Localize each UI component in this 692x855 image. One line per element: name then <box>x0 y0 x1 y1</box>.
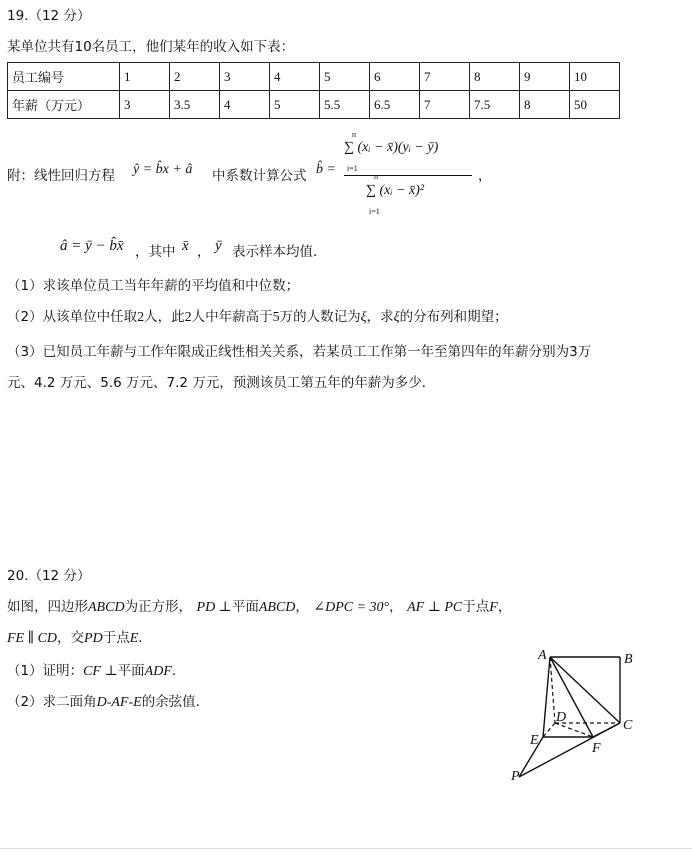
q20-text: 的余弦值． <box>141 694 210 710</box>
q19-intro: 某单位共有10名员工，他们某年的收入如下表： <box>7 39 295 55</box>
math: AF ⊥ PC <box>407 600 463 615</box>
math: E <box>129 631 139 646</box>
math: ADF <box>144 664 172 679</box>
fraction-bar <box>344 175 472 176</box>
q19-part3-line1: （3）已知员工年薪与工作年限成正线性相关关系，若某员工工作第一年至第四年的年薪分别为3万 <box>7 344 592 360</box>
q19-number: 19.（12 分） <box>7 8 91 24</box>
salary-cell: 3.5 <box>170 91 220 119</box>
salary-cell: 5 <box>270 91 320 119</box>
sum-upper-limit: n <box>374 172 378 181</box>
math: PD <box>84 631 103 646</box>
q20-line1 <box>7 595 511 616</box>
appendix-mid: 中系数计算公式 <box>212 168 307 184</box>
page-bottom-border <box>0 848 692 849</box>
label-B: B <box>624 652 633 667</box>
salary-cell: 4 <box>220 91 270 119</box>
math: ABCD <box>258 600 296 615</box>
part2-text: ，求 <box>366 309 394 325</box>
q20-text: 如图，四边形 <box>7 599 88 615</box>
q20-text: ， <box>497 599 512 615</box>
id-cell: 5 <box>320 63 370 91</box>
salary-cell: 5.5 <box>320 91 370 119</box>
q20-number: 20.（12 分） <box>7 568 91 584</box>
salary-cell: 3 <box>120 91 170 119</box>
part2-text: 人中年薪高于 <box>191 309 273 325</box>
math: FE ∥ CD <box>7 631 58 646</box>
sum-upper-limit: n <box>352 130 356 139</box>
xi-symbol: ξ <box>393 310 400 325</box>
q20-text: 于点 <box>462 599 490 615</box>
part2-text: 人，此 <box>144 309 185 325</box>
q20-text: ． <box>138 630 152 646</box>
numerator: ∑ (xᵢ − x̄)(yᵢ − ȳ) <box>344 140 439 155</box>
id-cell: 10 <box>570 63 620 91</box>
math: D-AF-E <box>96 695 142 710</box>
salary-table <box>7 62 620 119</box>
edge-DE <box>543 723 555 737</box>
math: ∠DPC = 30° <box>313 600 390 615</box>
label-E: E <box>530 733 539 748</box>
salary-cell: 50 <box>570 91 620 119</box>
label-F: F <box>592 741 601 756</box>
edge-AE <box>543 657 550 737</box>
math: F <box>489 600 498 615</box>
table-row <box>8 63 620 91</box>
comma: ， <box>197 244 211 260</box>
math: PD ⊥ <box>196 600 232 615</box>
sum-lower-limit: i=1 <box>347 164 358 173</box>
label-D: D <box>556 710 567 725</box>
q20-text: 为正方形， <box>124 599 193 615</box>
q20-text: . <box>171 663 177 679</box>
id-cell: 6 <box>370 63 420 91</box>
math: ABCD <box>88 600 125 615</box>
pyramid-figure <box>505 645 655 790</box>
label-C: C <box>623 718 633 733</box>
q20-text: ， <box>389 599 403 615</box>
appendix-prefix: 附：线性回归方程 <box>7 168 115 184</box>
q20-text: 平面 <box>117 663 145 679</box>
q20-text: （2）求二面角 <box>7 694 97 710</box>
denominator: ∑ (xᵢ − x̄)² <box>366 183 425 198</box>
id-cell: 1 <box>120 63 170 91</box>
comma: ， <box>478 168 492 184</box>
a-suffix-2: 表示样本均值． <box>232 244 327 260</box>
row-header-salary: 年薪（万元） <box>8 91 120 119</box>
salary-cell: 7.5 <box>470 91 520 119</box>
math: CF ⊥ <box>83 664 118 679</box>
q20-text: （1）证明： <box>7 663 84 679</box>
label-P: P <box>511 769 520 784</box>
a-hat-formula: â = ȳ − b̂x̄ <box>60 238 124 254</box>
xi-symbol: ξ <box>360 310 367 325</box>
id-cell: 4 <box>270 63 320 91</box>
salary-cell: 6.5 <box>370 91 420 119</box>
id-cell: 7 <box>420 63 470 91</box>
salary-cell: 8 <box>520 91 570 119</box>
edge-AF <box>550 657 593 737</box>
sum-lower-limit: i=1 <box>369 207 380 216</box>
row-header-id: 员工编号 <box>8 63 120 91</box>
q19-part1: （1）求该单位员工当年年薪的平均值和中位数； <box>7 278 300 294</box>
q19-part2 <box>7 305 508 326</box>
a-suffix-1: ，其中 <box>135 244 176 260</box>
number: 2 <box>184 310 192 325</box>
part2-text: 万的人数记为 <box>279 309 361 325</box>
salary-cell: 7 <box>420 91 470 119</box>
label-A: A <box>538 648 547 663</box>
table-row <box>8 91 620 119</box>
id-cell: 9 <box>520 63 570 91</box>
b-hat-label: b̂ = <box>316 162 336 177</box>
number: 2 <box>137 310 145 325</box>
q20-part2 <box>7 690 209 711</box>
edge-AD <box>550 657 555 723</box>
id-cell: 3 <box>220 63 270 91</box>
number: 5 <box>272 310 280 325</box>
q20-text: 平面 <box>231 599 259 615</box>
q19-part3-line2: 元、4.2 万元、5.6 万元、7.2 万元，预测该员工第五年的年薪为多少． <box>7 375 436 391</box>
q20-text: 于点 <box>102 630 130 646</box>
q20-part1 <box>7 659 176 680</box>
y-bar: ȳ <box>215 238 222 254</box>
id-cell: 8 <box>470 63 520 91</box>
edge-PC <box>519 723 620 777</box>
id-cell: 2 <box>170 63 220 91</box>
q20-text: ， <box>295 599 309 615</box>
x-bar: x̄ <box>182 238 189 254</box>
regression-equation: ŷ = b̂x + â <box>133 162 193 177</box>
q20-text: ，交 <box>57 630 85 646</box>
part2-text: 的分布列和期望； <box>399 309 508 325</box>
q20-line2 <box>7 626 152 647</box>
part2-text: （2）从该单位中任取 <box>7 309 138 325</box>
